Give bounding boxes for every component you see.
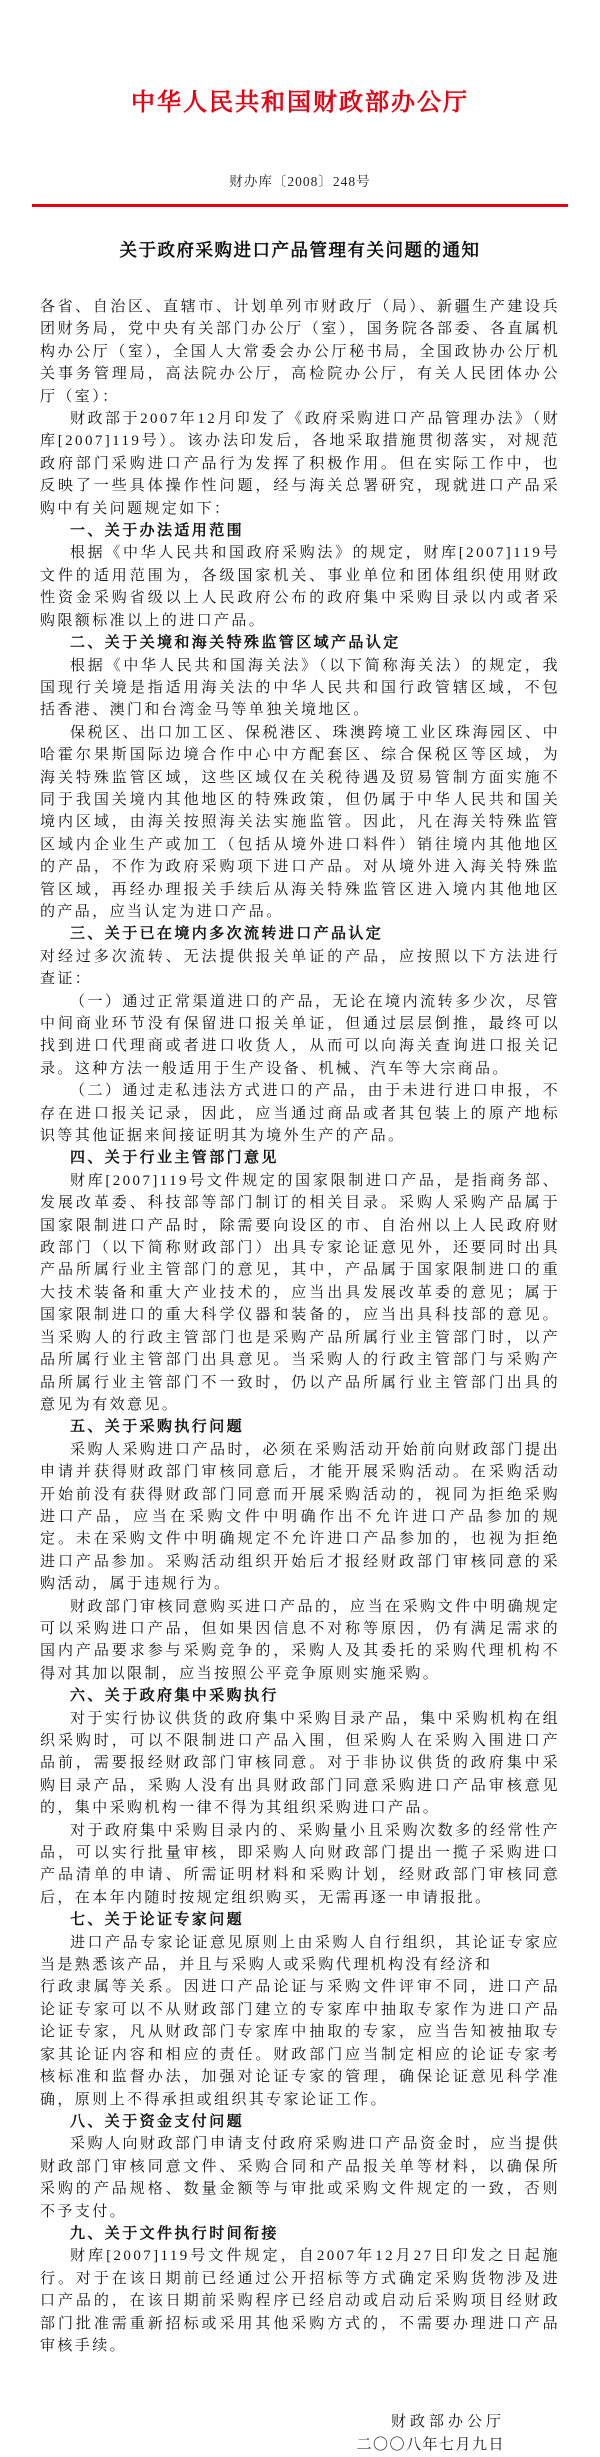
section-heading-3: 三、关于已在境内多次流转进口产品认定 xyxy=(70,926,384,943)
section-heading-7: 七、关于论证专家问题 xyxy=(70,1912,245,1929)
section-7-paragraph xyxy=(40,1932,560,2111)
section-heading-5: 五、关于采购执行问题 xyxy=(70,1419,245,1436)
section-7-paragraph-line-group-1: 进口产品专家论证意见原则上由采购人自行组织，其论证专家应当是熟悉该产品，并且与采购人或采购代理机构没有经济和 xyxy=(40,1934,560,1974)
doc-number: 财办库〔2008〕248号 xyxy=(229,174,371,189)
signature-block xyxy=(40,2411,560,2457)
section-heading-6: 六、关于政府集中采购执行 xyxy=(70,1688,279,1705)
page-title: 关于政府采购进口产品管理有关问题的通知 xyxy=(119,240,481,260)
section-6-paragraph-1: 对于实行协议供货的政府集中采购目录产品，集中采购机构在组织采购时，可以不限制进口产品入围，但采购人在采购入围进口产品前，需要报经财政部门审核同意。对于非协议供货的政府集中采购目录产品，采购人没有出具财政部门同意采购进口产品审核意见的，集中采购机构一律不得为其组织采购进口产品。 xyxy=(40,1710,560,1817)
addressee-paragraph: 各省、自治区、直辖市、计划单列市财政厅（局）、新疆生产建设兵团财务局，党中央有关部门办公厅（室），国务院各部委、各直属机构办公厅（室），全国人大常委会办公厅秘书局，全国政协办公厅机关事务管理局，高法院办公厅，高检院办公厅，有关人民团体办公厅（室）： xyxy=(40,299,560,405)
section-6-paragraph-2: 对于政府集中采购目录内的、采购量小且采购次数多的经常性产品，可以实行批量审核，即采购人向财政部门提出一揽子采购进口产品清单的申请、所需证明材料和采购计划，经财政部门审核同意后，在本年内随时按规定组织购买，无需再逐一申请报批。 xyxy=(40,1822,560,1906)
section-2-paragraph-1: 根据《中华人民共和国海关法》（以下简称海关法）的规定，我国现行关境是指适用海关法的中华人民共和国行政管辖区域，不包括香港、澳门和台湾金马等单独关境地区。 xyxy=(40,657,560,719)
section-4-paragraph: 财库[2007]119号文件规定的国家限制进口产品，是指商务部、发展改革委、科技部等部门制订的相关目录。采购人采购产品属于国家限制进口产品时，除需要向设区的市、自治州以上人民政府财政部门（以下简称财政部门）出具专家论证意见外，还要同时出具产品所属行业主管部门的意见，其中，产品属于国家限制进口的重大技术装备和重大产业技术的，应当出具发展改革委的意见；属于国家限制进口的重大科学仪器和装备的，应当出具科技部的意见。当采购人的行政主管部门也是采购产品所属行业主管部门时，以产品所属行业主管部门出具意见。当采购人的行政主管部门与采购产品所属行业主管部门不一致时，仍以产品所属行业主管部门出具的意见为有效意见。 xyxy=(40,1172,560,1413)
red-divider xyxy=(32,204,568,207)
section-5-paragraph-2: 财政部门审核同意购买进口产品的，应当在采购文件中明确规定可以采购进口产品，但如果因信息不对称等原因，仍有满足需求的国内产品要求参与采购竞争的，采购人及其委托的采购代理机构不得对其加以限制，应当按照公平竞争原则实施采购。 xyxy=(40,1598,560,1682)
section-heading-1: 一、关于办法适用范围 xyxy=(70,523,245,540)
section-3-paragraph-2: （一）通过正常渠道进口的产品，无论在境内流转多少次，尽管中间商业环节没有保留进口报关单证，但通过层层倒推，最终可以找到进口代理商或者进口收货人，从而可以向海关查询进口报关记录。这种方法一般适用于生产设备、机械、汽车等大宗商品。 xyxy=(40,993,560,1077)
section-heading-2: 二、关于关境和海关特殊监管区域产品认定 xyxy=(70,635,401,652)
section-3-paragraph-3: （二）通过走私违法方式进口的产品，由于未进行进口申报，不存在进口报关记录，因此，应当通过商品或者其包装上的原产地标识等其他证据来间接证明其为境外生产的产品。 xyxy=(40,1083,560,1145)
intro-paragraph: 财政部于2007年12月印发了《政府采购进口产品管理办法》（财库[2007]119号）。该办法印发后，各地采取措施贯彻落实，对规范政府部门采购进口产品行为发挥了积极作用。但在实际工作中，也反映了一些具体操作性问题，经与海关总署研究，现就进口产品采购中有关问题规定如下： xyxy=(40,411,560,517)
section-8-paragraph: 采购人向财政部门申请支付政府采购进口产品资金时，应当提供财政部门审核同意文件、采购合同和产品报关单等材料，以确保所采购的产品规格、数量金额等与审批或采购文件规定的一致，否则不予支付。 xyxy=(40,2136,560,2220)
signature-org: 财政部办公厅 xyxy=(390,2414,505,2431)
section-7-paragraph-line-group-2: 行政隶属等关系。因进口产品论证与采购文件评审不同，进口产品论证专家可以不从财政部门建立的专家库中抽取专家作为进口产品论证专家，凡从财政部门专家库中抽取的专家，应当告知被抽取专家其论证内容和相应的责任。财政部门应当制定相应的论证专家考核标准和监督办法，加强对论证专家的管理，确保论证意见科学准确，原则上不得承担或组织其专家论证工作。 xyxy=(40,1979,560,2108)
section-1-paragraph: 根据《中华人民共和国政府采购法》的规定，财库[2007]119号文件的适用范围为，各级国家机关、事业单位和团体组织使用财政性资金采购省级以上人民政府公布的政府集中采购目录以内或者采购限额标准以上的进口产品。 xyxy=(40,545,560,629)
section-heading-9: 九、关于文件执行时间衔接 xyxy=(70,2225,279,2242)
section-5-paragraph-1: 采购人采购进口产品时，必须在采购活动开始前向财政部门提出申请并获得财政部门审核同意后，才能开展采购活动。在采购活动开始前没有获得财政部门同意而开展采购活动的，视同为拒绝采购进口产品，应当在采购文件中明确作出不允许进口产品参加的规定。未在采购文件中明确规定不允许进口产品参加的，也视为拒绝进口产品参加。采购活动组织开始后才报经财政部门审核同意的采购活动，属于违规行为。 xyxy=(40,1441,560,1593)
org-title: 中华人民共和国财政部办公厅 xyxy=(131,90,469,116)
section-9-paragraph: 财库[2007]119号文件规定，自2007年12月27日印发之日起施行。对于在该日期前已经通过公开招标等方式确定采购货物涉及进口产品的，在该日期前采购程序已经启动或启动后采购项目经财政部门批准需重新招标或采用其他采购方式的，不需要办理进口产品审核手续。 xyxy=(40,2248,560,2354)
section-2-paragraph-2: 保税区、出口加工区、保税港区、珠澳跨境工业区珠海园区、中哈霍尔果斯国际边境合作中心中方配套区、综合保税区等区域，为海关特殊监管区域，这些区域仅在关税待遇及贸易管制方面实施不同于我国关境内其他地区的特殊政策，但仍属于中华人民共和国关境内区域，由海关按照海关法实施监管。因此，凡在海关特殊监管区域内企业生产或加工（包括从境外进口料件）销往境内其他地区的产品，不作为政府采购项下进口产品。对从境外进入海关特殊监管区域，再经办理报关手续后从海关特殊监管区进入境内其他地区的产品，应当认定为进口产品。 xyxy=(40,724,560,920)
section-heading-4: 四、关于行业主管部门意见 xyxy=(70,1150,279,1167)
section-heading-8: 八、关于资金支付问题 xyxy=(70,2113,245,2130)
signature-date: 二〇〇八年七月九日 xyxy=(356,2437,505,2454)
section-3-paragraph-1: 对经过多次流转、无法提供报关单证的产品，应按照以下方法进行查证： xyxy=(40,948,560,988)
